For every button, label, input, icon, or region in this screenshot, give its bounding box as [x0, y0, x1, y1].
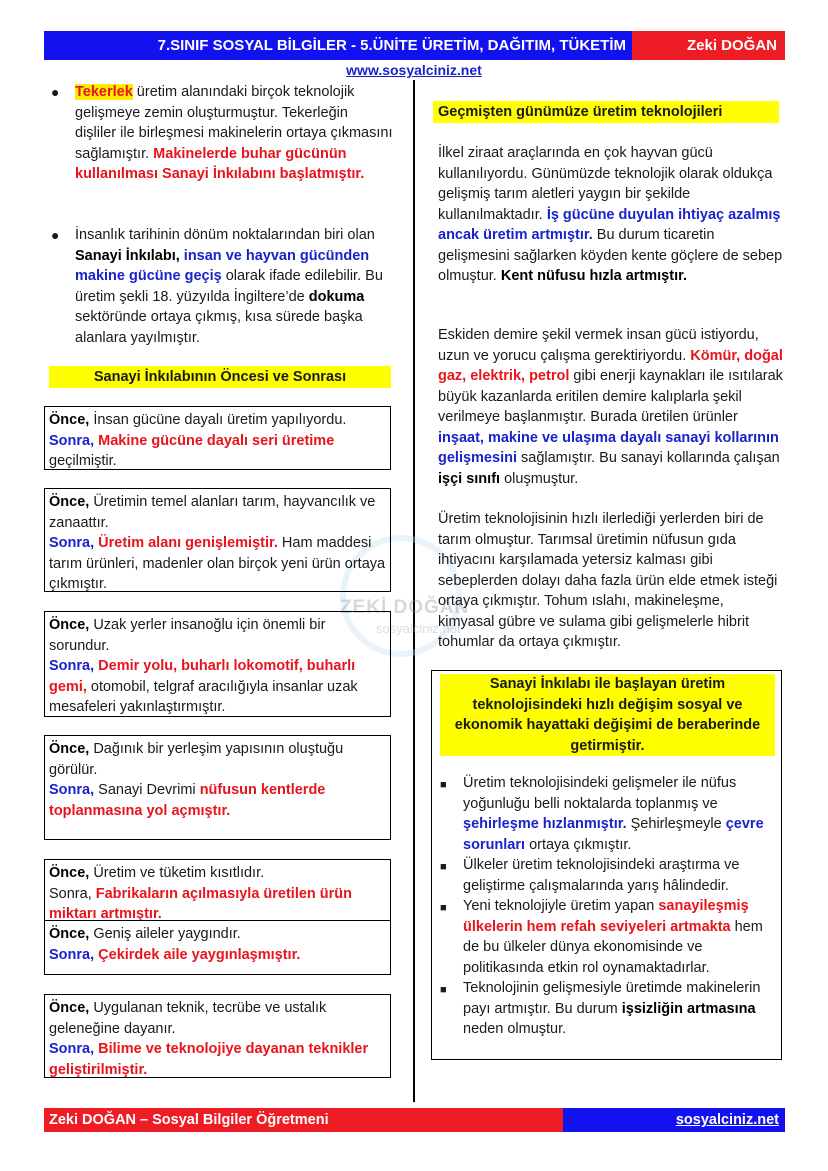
- text: Üretimin temel alanları tarım, hayvancılık ve zanaattır.: [49, 494, 376, 531]
- list-item: [432, 855, 772, 896]
- text: hem de bu ülkeler dünya ekonomisinde ve politikasında etkin rol oynamaktadırlar.: [463, 918, 763, 976]
- sonra-label: Sonra,: [49, 432, 95, 449]
- right-paragraph-2: [438, 325, 783, 489]
- bullet-dot-icon: ●: [51, 84, 60, 100]
- watermark-site: sosyalciniz.net: [376, 621, 461, 636]
- page-footer: [44, 1108, 785, 1132]
- sonra-label-plain: Sonra,: [49, 885, 92, 902]
- text: sektöründe ortaya çıkmış, kısa sürede başka alanlara yayılmıştır.: [75, 309, 363, 346]
- page-header: [44, 31, 785, 60]
- blue-text: çevre sorunları: [463, 816, 764, 853]
- footer-website-link[interactable]: sosyalciniz.net: [675, 1112, 779, 1128]
- text: İnsan gücüne dayalı üretim yapılıyordu.: [89, 412, 347, 428]
- watermark-name: ZEKİ DOĞAN: [340, 597, 470, 618]
- once-label: Önce,: [49, 865, 90, 881]
- bold-text: dokuma: [308, 288, 365, 305]
- once-label: Önce,: [49, 617, 90, 633]
- left-bullet-2: [51, 225, 393, 348]
- compare-box-7: [44, 994, 391, 1078]
- sonra-label: Sonra,: [49, 658, 95, 674]
- text: geçilmiştir.: [49, 453, 117, 469]
- text: İlkel ziraat araçlarında en çok hayvan gücü kullanılıyordu. Günümüzde teknolojik olarak oldukça gelişmiş tarım aletleri yaygın bir şekilde kullanılmaktadır.: [438, 145, 773, 223]
- bullet-dot-icon: ●: [51, 227, 60, 243]
- column-divider: [413, 80, 415, 1102]
- list-item: [432, 978, 772, 1040]
- text: olarak ifade edilebilir. Bu üretim şekli 18. yüzyılda İngiltere’de: [75, 268, 383, 305]
- red-text: Kömür, doğal gaz, elektrik, petrol: [438, 347, 783, 384]
- text: neden olmuştur.: [463, 1021, 567, 1037]
- compare-box-2: [44, 488, 391, 592]
- blue-text: İş gücüne duyulan ihtiyaç azalmış ancak üretim artmıştır.: [438, 206, 781, 243]
- text: otomobil, telgraf aracılığıyla insanlar uzak mesafeleri yakınlaştırmıştır.: [49, 678, 358, 715]
- text: Üretim teknolojisindeki gelişmeler ile nüfus yoğunluğu belli noktalarda toplanmış ve: [463, 775, 737, 812]
- compare-box-5: [44, 859, 391, 921]
- once-label: Önce,: [49, 926, 90, 942]
- text: Üretim ve tüketim kısıtlıdır.: [89, 865, 265, 881]
- text: sağlamıştır. Bu sanayi kollarında çalışan: [516, 450, 780, 466]
- red-text: Bilime ve teknolojiye dayanan teknikler geliştirilmiştir.: [49, 1041, 369, 1078]
- website-link[interactable]: www.sosyalciniz.net: [346, 62, 482, 78]
- red-text: Fabrikaların açılmasıyla üretilen ürün miktarı artmıştır.: [49, 885, 353, 922]
- red-text: Üretim alanı genişlemiştir.: [94, 535, 278, 551]
- once-label: Önce,: [49, 741, 90, 757]
- text: ortaya çıkmıştır.: [525, 836, 632, 853]
- footer-author: Zeki DOĞAN – Sosyal Bilgiler Öğretmeni: [49, 1112, 329, 1128]
- red-text: nüfusun kentlerde toplanmasına yol açmıştır.: [49, 782, 326, 819]
- compare-box-1: [44, 406, 391, 470]
- sonra-label: Sonra,: [49, 1041, 95, 1057]
- left-section-title: Sanayi İnkılabının Öncesi ve Sonrası: [49, 366, 391, 388]
- text: Şehirleşmeyle: [626, 816, 726, 832]
- text: Geniş aileler yaygındır.: [89, 926, 241, 942]
- bold-text: işçi sınıfı: [438, 470, 501, 487]
- square-bullet-icon: ■: [440, 902, 447, 914]
- red-text: sanayileşmiş ülkelerin hem refah seviyeleri artmakta: [463, 898, 749, 935]
- bold-text: Kent nüfusu hızla artmıştır.: [500, 268, 687, 284]
- once-label: Önce,: [49, 412, 90, 428]
- sonra-label: Sonra,: [49, 946, 95, 963]
- info-box-list: [432, 773, 772, 1040]
- text: oluşmuştur.: [500, 470, 579, 487]
- square-bullet-icon: ■: [440, 861, 447, 873]
- bold-text: Sanayi İnkılabı,: [75, 247, 180, 264]
- blue-text: şehirleşme hızlanmıştır.: [463, 816, 627, 832]
- right-paragraph-1: [438, 143, 783, 287]
- compare-box-4: [44, 735, 391, 840]
- text: İnsanlık tarihinin dönüm noktalarından biri olan: [75, 227, 375, 243]
- text: Teknolojinin gelişmesiyle üretimde makinelerin payı artmıştır. Bu durum: [463, 980, 761, 1017]
- sonra-label: Sonra,: [49, 782, 95, 798]
- website-line: [0, 62, 828, 78]
- red-text: Çekirdek aile yaygınlaşmıştır.: [94, 946, 301, 963]
- compare-box-6: [44, 920, 391, 975]
- red-text: Makine gücüne dayalı seri üretime: [94, 432, 335, 449]
- list-item: [432, 896, 772, 978]
- text: Bu durum ticaretin gelişmesini sağlarken köyden kente göçlere de sebep olmuştur.: [438, 227, 783, 284]
- sonra-label: Sonra,: [49, 535, 95, 551]
- right-section-title: Geçmişten günümüze üretim teknolojileri: [433, 101, 779, 123]
- left-bullet-1: [51, 82, 393, 185]
- highlight-tekerlek: Tekerlek: [75, 84, 133, 100]
- text: gibi enerji kaynakları ile ısıtılarak büyük kazanlarda eritilen demire kalıplarla şekil verilmeye başlanmıştır. Burada üretilen ürünler: [438, 368, 783, 425]
- text: Uygulanan teknik, tecrübe ve ustalık geleneğine dayanır.: [49, 1000, 327, 1037]
- once-label: Önce,: [49, 494, 90, 510]
- right-info-box: [431, 670, 782, 1060]
- text: Uzak yerler insanoğlu için önemli bir sorundur.: [49, 617, 326, 654]
- text: Yeni teknolojiyle üretim yapan: [463, 898, 659, 914]
- header-author: Zeki DOĞAN: [686, 37, 777, 54]
- blue-text: insan ve hayvan gücünden makine gücüne geçiş: [75, 247, 370, 284]
- text: Eskiden demire şekil vermek insan gücü istiyordu, uzun ve yorucu çalışma gerektiriyordu.: [438, 327, 759, 364]
- bold-text: işsizliğin artmasına: [621, 1000, 756, 1017]
- text: Sanayi Devrimi: [94, 782, 200, 798]
- text: Ham maddesi tarım ürünleri, madenler olan birçok yeni ürün ortaya çıkmıştır.: [49, 535, 386, 592]
- header-title: 7.SINIF SOSYAL BİLGİLER - 5.ÜNİTE ÜRETİM, DAĞITIM, TÜKETİM: [157, 37, 626, 54]
- square-bullet-icon: ■: [440, 779, 447, 791]
- red-text: Makinelerde buhar gücünün kullanılması Sanayi İnkılabını başlatmıştır.: [75, 145, 365, 182]
- info-box-title: Sanayi İnkılabı ile başlayan üretim teknolojisindeki hızlı değişim sosyal ve ekonomik hayattaki değişimi de beraberinde getirmiştir.: [440, 674, 775, 756]
- blue-text: inşaat, makine ve ulaşıma dayalı sanayi kollarının gelişmesini: [438, 429, 779, 466]
- text: Dağınık bir yerleşim yapısının oluştuğu görülür.: [49, 741, 344, 778]
- text: Ülkeler üretim teknolojisindeki araştırma ve geliştirme çalışmalarında yarış hâlindedir.: [463, 857, 740, 894]
- text: üretim alanındaki birçok teknolojik gelişmeye zemin oluşturmuştur. Tekerleğin dişliler ile birleşmesi makinelerin ortaya çıkmasını sağlamıştır.: [75, 84, 393, 162]
- right-paragraph-3: Üretim teknolojisinin hızlı ilerlediği yerlerden biri de tarım olmuştur. Tarımsal üretimin nüfusun gıda ihtiyacını karşılamada yetersiz kalması gibi sebeplerden dolayı daha fazla ürün elde etmek isteği ortaya çıkmıştır. Tohum ıslahı, makineleşme, kimyasal gübre ve sulama gibi gelişmelerle hibrit tohumlar da ortaya çıkmıştır.: [438, 511, 778, 650]
- once-label: Önce,: [49, 1000, 90, 1016]
- square-bullet-icon: ■: [440, 984, 447, 996]
- red-text: Demir yolu, buharlı lokomotif, buharlı gemi,: [49, 658, 356, 695]
- list-item: [432, 773, 772, 855]
- compare-box-3: [44, 611, 391, 717]
